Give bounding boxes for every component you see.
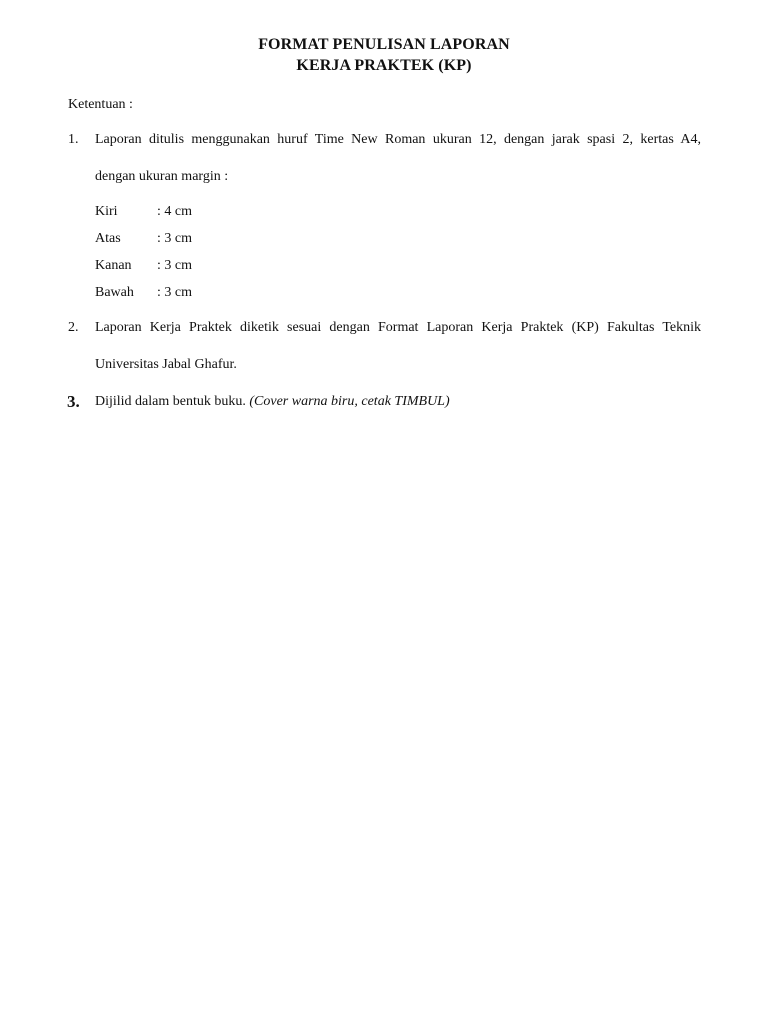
margin-value-right: : 3 cm [157,258,192,273]
item-3-italic-text: (Cover warna biru, cetak TIMBUL) [249,394,450,409]
margin-label-bottom: Bawah [95,285,134,300]
item-1-number: 1. [68,132,79,147]
margin-value-left: : 4 cm [157,204,192,219]
item-3-number: 3. [67,392,80,411]
document-title-line1: FORMAT PENULISAN LAPORAN [258,36,510,53]
item-2-line2: Universitas Jabal Ghafur. [95,357,237,372]
item-3-text: Dijilid dalam bentuk buku. [95,394,246,409]
item-2-number: 2. [68,320,79,335]
item-1-line2: dengan ukuran margin : [95,169,229,184]
margin-label-right: Kanan [95,258,132,273]
margin-label-top: Atas [95,231,121,246]
item-2-line1: Laporan Kerja Praktek diketik sesuai dengan Format Laporan Kerja Praktek (KP) Fakultas Teknik [95,320,701,335]
intro-text: Ketentuan : [68,97,133,112]
margin-value-bottom: : 3 cm [157,285,192,300]
margin-value-top: : 3 cm [157,231,192,246]
document-title-line2: KERJA PRAKTEK (KP) [296,57,472,74]
item-1-line1: Laporan ditulis menggunakan huruf Time New Roman ukuran 12, dengan jarak spasi 2, kertas A4, [95,132,701,147]
item-3-line [95,393,450,411]
margin-label-left: Kiri [95,204,118,219]
